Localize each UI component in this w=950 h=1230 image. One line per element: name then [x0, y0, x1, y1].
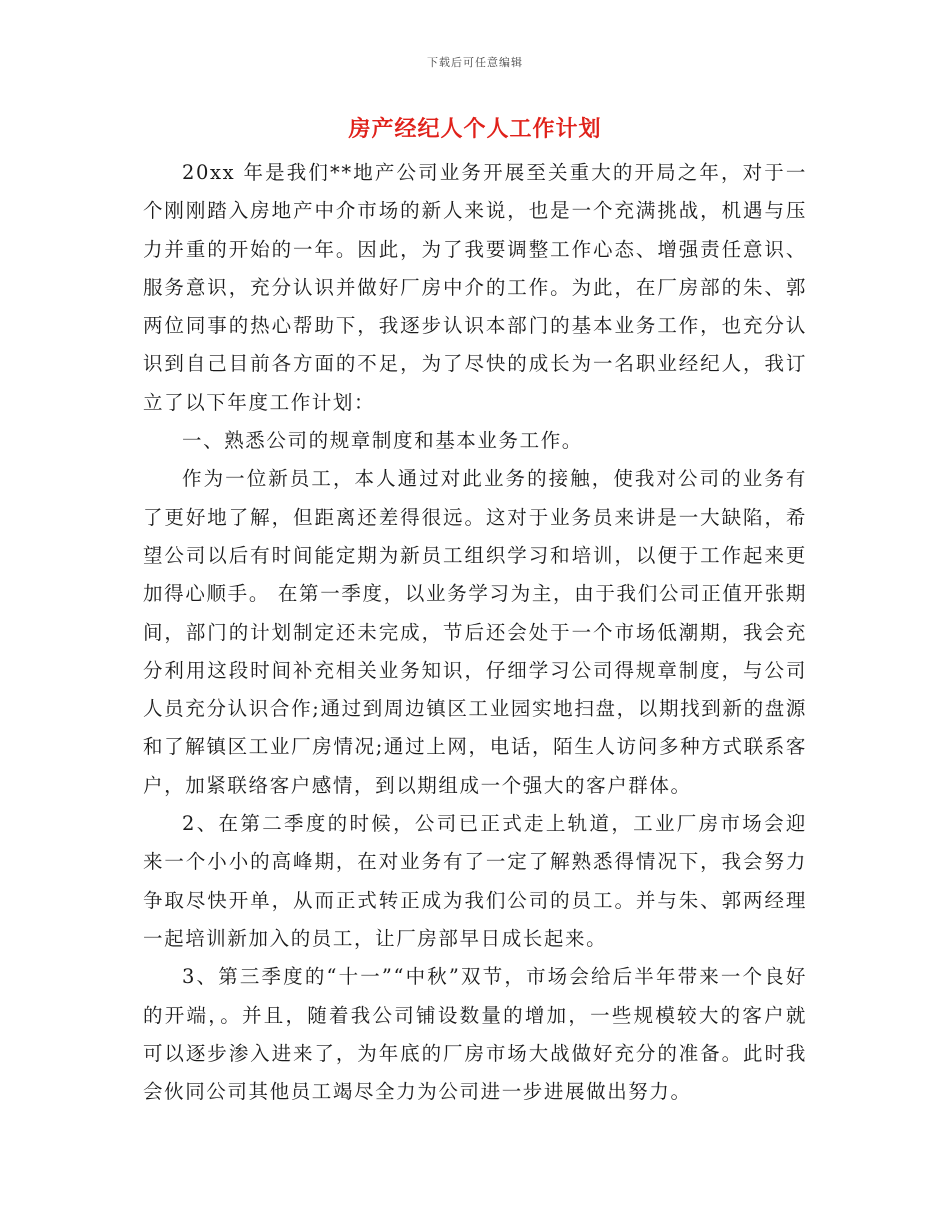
paragraph-intro: 20xx 年是我们**地产公司业务开展至关重大的开局之年，对于一个刚刚踏入房地产中介市场的新人来说，也是一个充满挑战，机遇与压力并重的开始的一年。因此，为了我要调整工作心态、增强责任意识、服务意识，充分认识并做好厂房中介的工作。为此，在厂房部的朱、郭两位同事的热心帮助下，我逐步认识本部门的基本业务工作，也充分认识到自己目前各方面的不足，为了尽快的成长为一名职业经纪人，我订立了以下年度工作计划： [143, 161, 807, 414]
header-note: 下载后可任意编辑 [427, 56, 523, 69]
document-title: 房产经纪人个人工作计划 [348, 117, 602, 142]
paragraph-third-quarter: 3、第三季度的“十一”“中秋”双节，市场会给后半年带来一个良好的开端，。并且，随着我公司铺设数量的增加，一些规模较大的客户就可以逐步渗入进来了，为年底的厂房市场大战做好充分的准备。此时我会伙同公司其他员工竭尽全力为公司进一步进展做出努力。 [143, 965, 807, 1104]
paragraph-first-quarter: 作为一位新员工，本人通过对此业务的接触，使我对公司的业务有了更好地了解，但距离还差得很远。这对于业务员来讲是一大缺陷，希望公司以后有时间能定期为新员工组织学习和培训，以便于工作起来更加得心顺手。 在第一季度，以业务学习为主，由于我们公司正值开张期间，部门的计划制定还未完成，节后还会处于一个市场低潮期，我会充分利用这段时间补充相关业务知识，仔细学习公司得规章制度，与公司人员充分认识合作;通过到周边镇区工业园实地扫盘，以期找到新的盘源和了解镇区工业厂房情况;通过上网，电话，陌生人访问多种方式联系客户，加紧联络客户感情，到以期组成一个强大的客户群体。 [143, 467, 807, 797]
paragraph-section-heading: 一、熟悉公司的规章制度和基本业务工作。 [182, 429, 583, 453]
paragraph-second-quarter: 2、在第二季度的时候，公司已正式走上轨道，工业厂房市场会迎来一个小小的高峰期，在对业务有了一定了解熟悉得情况下，我会努力争取尽快开单，从而正式转正成为我们公司的员工。并与朱、郭两经理一起培训新加入的员工，让厂房部早日成长起来。 [143, 812, 807, 950]
document-body [143, 154, 807, 1111]
